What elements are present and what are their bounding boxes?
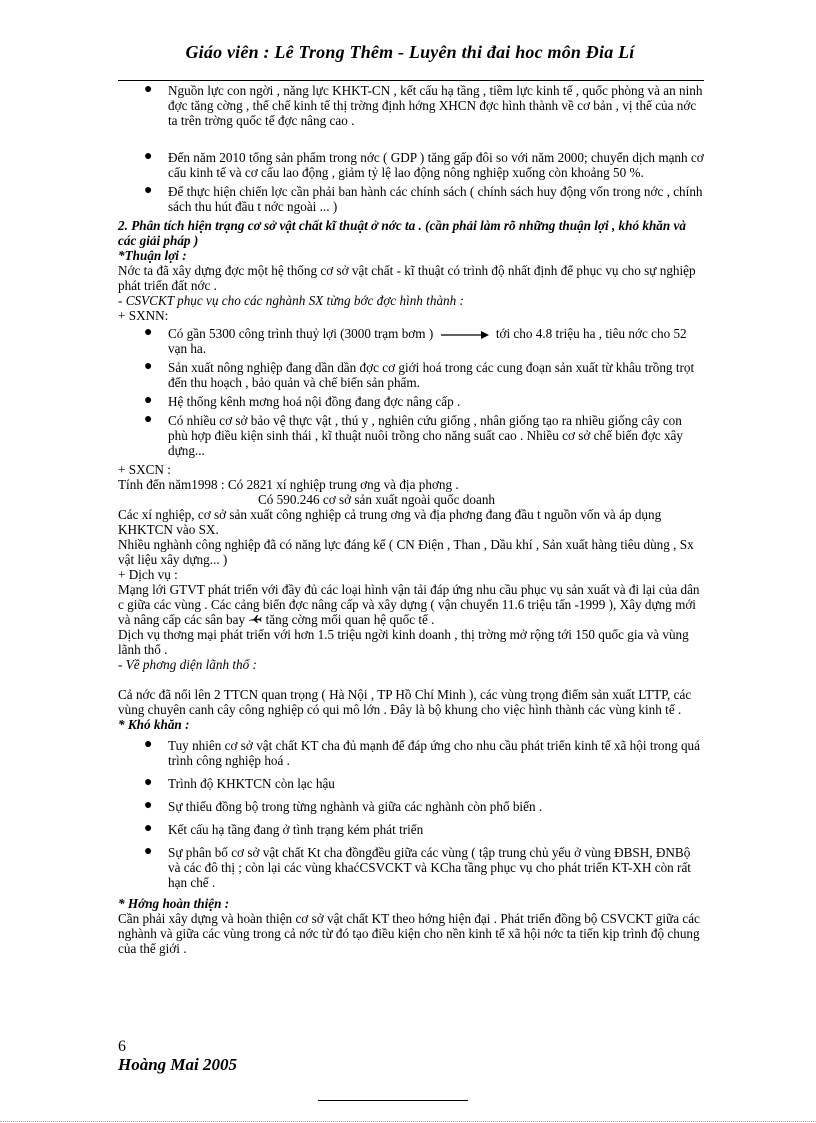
page-content xyxy=(118,83,704,956)
airplane-icon xyxy=(248,614,262,624)
sxcn-paragraph: Nhiều nghành công nghiệp đã có năng lực đáng kể ( CN Điện , Than , Dầu khí , Sản xuất hàng tiêu dùng , Sx vật liệu xây dựng... ) xyxy=(118,537,694,567)
difficulties-heading: * Khó khăn : xyxy=(118,717,190,732)
bullet-icon: ● xyxy=(144,82,153,97)
list-item: ● Tuy nhiên cơ sở vật chất KT cha đủ mạnh để đáp ứng cho nhu cầu phát triển kinh tế xã hội trong quá trình công nghiệp hoá . xyxy=(144,737,700,768)
list-item: ● Kết cấu hạ tầng đang ở tình trạng kém phát triển xyxy=(144,821,424,837)
service-paragraph: Dịch vụ thơng mại phát triển với hơn 1.5 triệu ngời kinh doanh , thị trờng mở rộng tới 150 quốc gia và vùng lãnh thổ . xyxy=(118,627,689,657)
footer-rule xyxy=(318,1100,468,1101)
region-note: - Về phơng diện lãnh thổ : xyxy=(118,657,257,672)
bullet-icon: ● xyxy=(144,775,153,790)
right-arrow-icon xyxy=(441,330,489,340)
advantages-heading: *Thuận lợi : xyxy=(118,248,187,263)
advantages-paragraph: Nớc ta đã xây dựng đợc một hệ thống cơ sở vật chất - kĩ thuật có trình độ nhất định để phục vụ cho sự nghiệp phát triển đất nớc . xyxy=(118,263,696,293)
bullet-icon: ● xyxy=(144,798,153,813)
list-item: ● Sự thiếu đồng bộ trong từng nghành và giữa các nghành còn phổ biến . xyxy=(144,798,543,814)
bullet-icon: ● xyxy=(144,412,153,427)
spacer xyxy=(118,132,704,146)
list-item: ● Nguồn lực con ngời , năng lực KHKT-CN , kết cấu hạ tầng , tiềm lực kinh tế , quốc phòng và an ninh đợc tăng cờng , thể chế kinh tế thị trờng định hớng XHCN đợc hình thành về cơ bản , vị thế của nớc ta trên trờng quốc tế đợc nâng cao . xyxy=(144,82,703,128)
intro-bullet-list xyxy=(118,83,704,214)
list-item: ● Có gần 5300 công trình thuỷ lợi (3000 trạm bơm ) tới cho 4.8 triệu ha , tiêu nớc cho 52 vạn ha. xyxy=(144,325,687,356)
bullet-icon: ● xyxy=(144,359,153,374)
sxnn-bullet-list xyxy=(118,326,704,458)
bullet-icon: ● xyxy=(144,183,153,198)
page-edge-divider xyxy=(0,1121,816,1122)
bullet-icon: ● xyxy=(144,325,153,340)
sxcn-paragraph: Các xí nghiệp, cơ sở sản xuất công nghiệp cả trung ơng và địa phơng đang đầu t nguồn vốn và áp dụng KHKTCN vào SX. xyxy=(118,507,662,537)
spacer xyxy=(118,672,704,687)
improvement-heading: * Hớng hoàn thiện : xyxy=(118,896,230,911)
csvckt-note: - CSVCKT phục vụ cho các nghành SX từng bớc đợc hình thành : xyxy=(118,293,464,308)
bullet-icon: ● xyxy=(144,149,153,164)
list-item: ● Có nhiều cơ sở bảo vệ thực vật , thú y , nghiên cứu giống , nhân giống tạo ra nhiều giống cây con phù hợp điều kiện sinh thái , kĩ thuật nuôi trồng cho năng suất cao . Nhiều cơ sở chế biến đợc xây dựng... xyxy=(144,412,683,458)
bullet-icon: ● xyxy=(144,821,153,836)
sxcn-label: + SXCN : xyxy=(118,462,171,477)
footer-author: Hoàng Mai 2005 xyxy=(118,1055,238,1074)
service-label: + Dịch vụ : xyxy=(118,567,178,582)
service-paragraph: Mạng lới GTVT phát triển với đầy đủ các loại hình vận tải đáp ứng nhu cầu phục vụ sản xuất và đi lại của dân c giữa các vùng . Các cảng biển đợc nâng cấp và xây dựng ( vận chuyển 11.6 triệu tấn -1999 ), Xây dựng mới và nâng cấp các sân bay tăng cờng mối quan hệ quốc tế . xyxy=(118,582,700,627)
list-item: ● Hệ thống kênh mơng hoá nội đồng đang đợc nâng cấp . xyxy=(144,393,461,409)
sxcn-line: Có 590.246 cơ sở sản xuất ngoài quốc doanh xyxy=(258,492,496,507)
bullet-icon: ● xyxy=(144,844,153,859)
list-item: ● Sự phân bố cơ sở vật chất Kt cha đồngđều giữa các vùng ( tập trung chủ yếu ở vùng ĐBSH, ĐNBộ và các đô thị ; còn lại các vùng khaćCSVCKT và KCha tầng phục vụ cho phát triển KT-XH còn rất hạn chế . xyxy=(144,844,691,890)
list-item: ● Đến năm 2010 tổng sản phẩm trong nớc ( GDP ) tăng gấp đôi so với năm 2000; chuyển dịch mạnh cơ cấu kinh tế và cơ cấu lao động , giảm tỷ lệ lao động nông nghiệp xuống còn khoảng 50 %. xyxy=(144,149,704,180)
bullet-icon: ● xyxy=(144,737,153,752)
list-item: ● Để thực hiện chiến lợc cần phải ban hành các chính sách ( chính sách huy động vốn trong nớc , chính sách thu hút đầu t nớc ngoài ... ) xyxy=(144,183,703,214)
header-rule xyxy=(118,80,704,81)
list-item: ● Sản xuất nông nghiệp đang dần dần đợc cơ giới hoá trong các cung đoạn sản xuất từ khâu trồng trọt đến thu hoạch , bảo quản và chế biến sản phẩm. xyxy=(144,359,695,390)
improvement-paragraph: Cần phải xây dựng và hoàn thiện cơ sở vật chất KT theo hớng hiện đại . Phát triển đồng bộ CSVCKT giữa các nghành và giữa các vùng trong cả nớc từ đó tạo điều kiện cho nền kinh tế xã hội nớc ta tiến kịp trình độ chung của thế giới . xyxy=(118,911,700,956)
bullet-icon: ● xyxy=(144,393,153,408)
region-paragraph: Cả nớc đã nổi lên 2 TTCN quan trọng ( Hà Nội , TP Hồ Chí Minh ), các vùng trọng điểm sản xuất LTTP, các vùng chuyên canh cây công nghiệp có qui mô lớn . Đây là bộ khung cho việc hình thành các vùng kinh tế . xyxy=(118,687,692,717)
sxcn-line: Tính đến năm1998 : Có 2821 xí nghiệp trung ơng và địa phơng . xyxy=(118,477,459,492)
difficulties-bullet-list xyxy=(118,738,704,890)
page-header-title: Giáo viên : Lê Trong Thêm - Luyên thi đai hoc môn Đia Lí xyxy=(185,42,635,62)
sxnn-label: + SXNN: xyxy=(118,308,169,323)
section-heading: 2. Phân tích hiện trạng cơ sở vật chất kĩ thuật ở nớc ta . (cần phải làm rõ những thuận lợi , khó khăn và các giải pháp ) xyxy=(118,218,686,248)
list-item: ● Trình độ KHKTCN còn lạc hậu xyxy=(144,775,335,791)
page-number: 6 xyxy=(118,1038,126,1055)
